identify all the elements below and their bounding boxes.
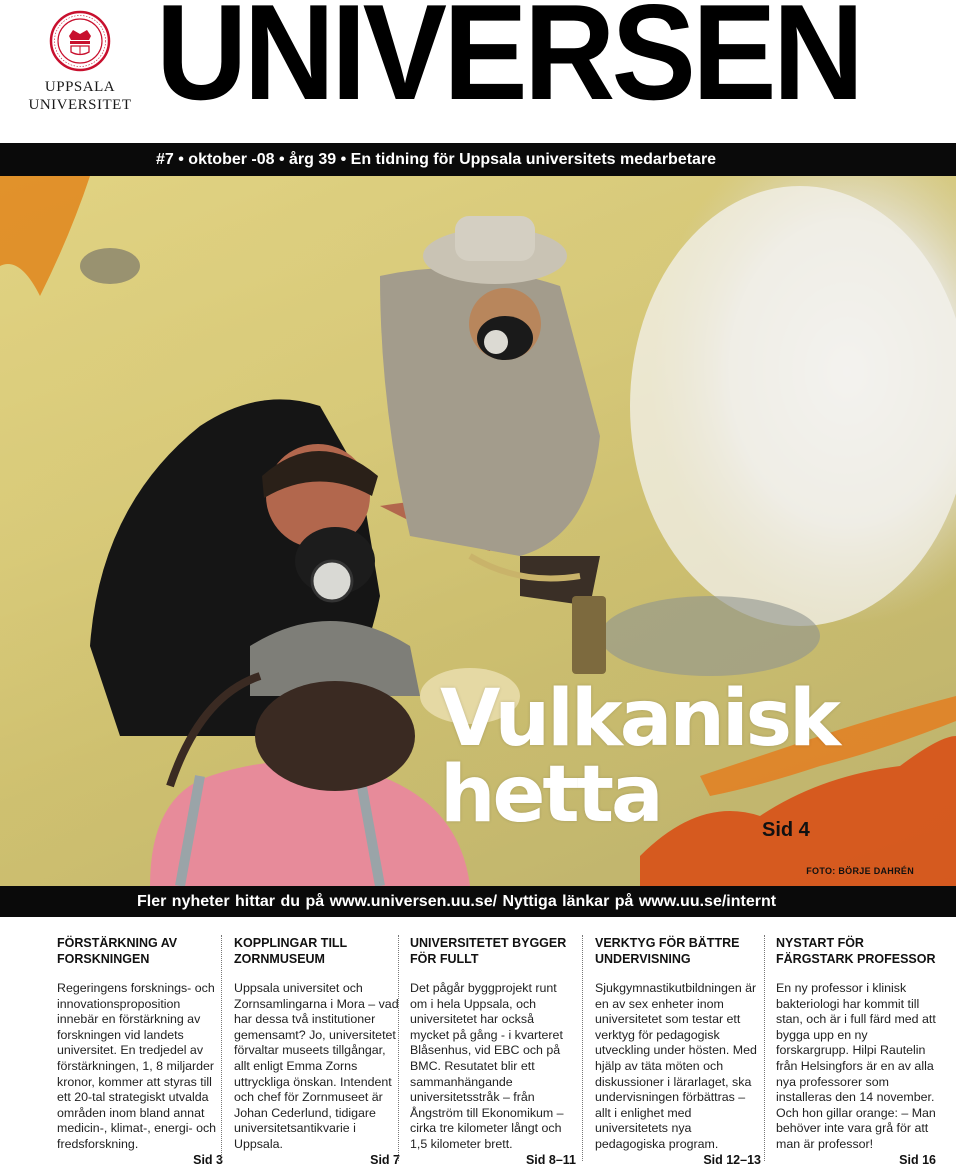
issue-info: #7 • oktober -08 • årg 39 • En tidning för Uppsala universitets medarbetare [156,151,717,168]
teaser-heading: UNIVERSITETET BYGGER FÖR FULLT [410,936,567,966]
university-logo [22,10,138,114]
column-divider [398,935,399,1161]
teaser-body: Regeringens forsknings- och innovationsproposition innebär en förstärkning av forskningen vid landets universitet. En tredjedel av förstärkningen, 1, 8 miljarder kronor, kommer att styras till ett 20-tal strategiskt utvalda områden inom bland annat medicin-, klimat-, energi- och fredsforskning. [57,981,217,1151]
headline-line1: Vulkanisk [440,674,838,764]
teaser-heading: NYSTART FÖR FÄRGSTARK PROFESSOR [776,936,936,966]
teaser-column-5[interactable] [776,935,936,1167]
teaser-body: En ny professor i klinisk bakteriologi har kommit till stan, och är i full färd med att bygga upp en ny forskargrupp. Hilpi Rautelin från Helsingfors är en av alla nya professorer som installeras den 14 november. Och hon gillar orange: – Man behöver inte vara grå för att man är professor! [776,981,936,1151]
teaser-column-1[interactable] [57,935,223,1167]
teaser-page-ref[interactable]: Sid 8–11 [525,1153,576,1167]
teaser-page-ref[interactable]: Sid 3 [193,1153,223,1167]
column-divider [764,935,765,1161]
university-name-line2: UNIVERSITET [28,97,132,113]
teaser-heading: KOPPLINGAR TILL ZORNMUSEUM [234,936,347,966]
links-text[interactable]: Fler nyheter hittar du på www.universen.uu.se/ Nyttiga länkar på www.uu.se/internt [137,893,777,910]
university-name-line1: UPPSALA [44,79,116,95]
hero-headline[interactable] [440,674,838,840]
teaser-column-4[interactable] [595,935,761,1167]
column-divider [221,935,222,1161]
hero-photo[interactable] [0,176,956,886]
masthead-title: UNIVERSEN [156,0,861,128]
issue-bar [0,143,956,176]
teaser-column-2[interactable] [234,935,400,1167]
photo-credit: FOTO: BÖRJE DAHRÉN [806,866,914,876]
headline-line2: hetta [440,750,661,840]
hero-page-ref[interactable]: Sid 4 [762,819,810,841]
uppsala-seal-icon [49,10,111,72]
teaser-column-3[interactable] [410,935,576,1167]
teaser-page-ref[interactable]: Sid 7 [370,1153,400,1167]
teaser-heading: VERKTYG FÖR BÄTTRE UNDERVISNING [595,936,740,966]
teaser-body: Det pågår byggprojekt runt om i hela Uppsala, och universitetet har också mycket på gång - i kvarteret Blåsenhus, vid EBC och på BMC. Resutatet blir ett sammanhängande universitetsstråk – från Ångström till Ekonomikum – cirka tre kilometer långt och 1,5 kilometer brett. [410,981,564,1151]
column-divider [582,935,583,1161]
links-bar [0,886,956,917]
teaser-page-ref[interactable]: Sid 12–13 [703,1153,761,1167]
teaser-heading: FÖRSTÄRKNING AV FORSKNINGEN [57,936,178,966]
teaser-page-ref[interactable]: Sid 16 [899,1153,936,1167]
teaser-body: Uppsala universitet och Zornsamlingarna i Mora – vad har dessa två institutioner gemensamt? Jo, universitetet förvaltar museets tillgångar, allt enligt Emma Zorns uttryckliga önskan. Intendent och chef för Zornmuseet är Johan Cederlund, tidigare universitetsantikvarie i Uppsala. [234,981,399,1151]
teaser-body: Sjukgymnastikutbildningen är en av sex enheter inom universitetet som testar ett verktyg för pedagogisk utveckling under hösten. Med hjälp av täta möten och diskussioner i lärarlaget, ska undervisningen förbättras – allt i enlighet med universitetets nya pedagogiska program. [595,981,757,1151]
